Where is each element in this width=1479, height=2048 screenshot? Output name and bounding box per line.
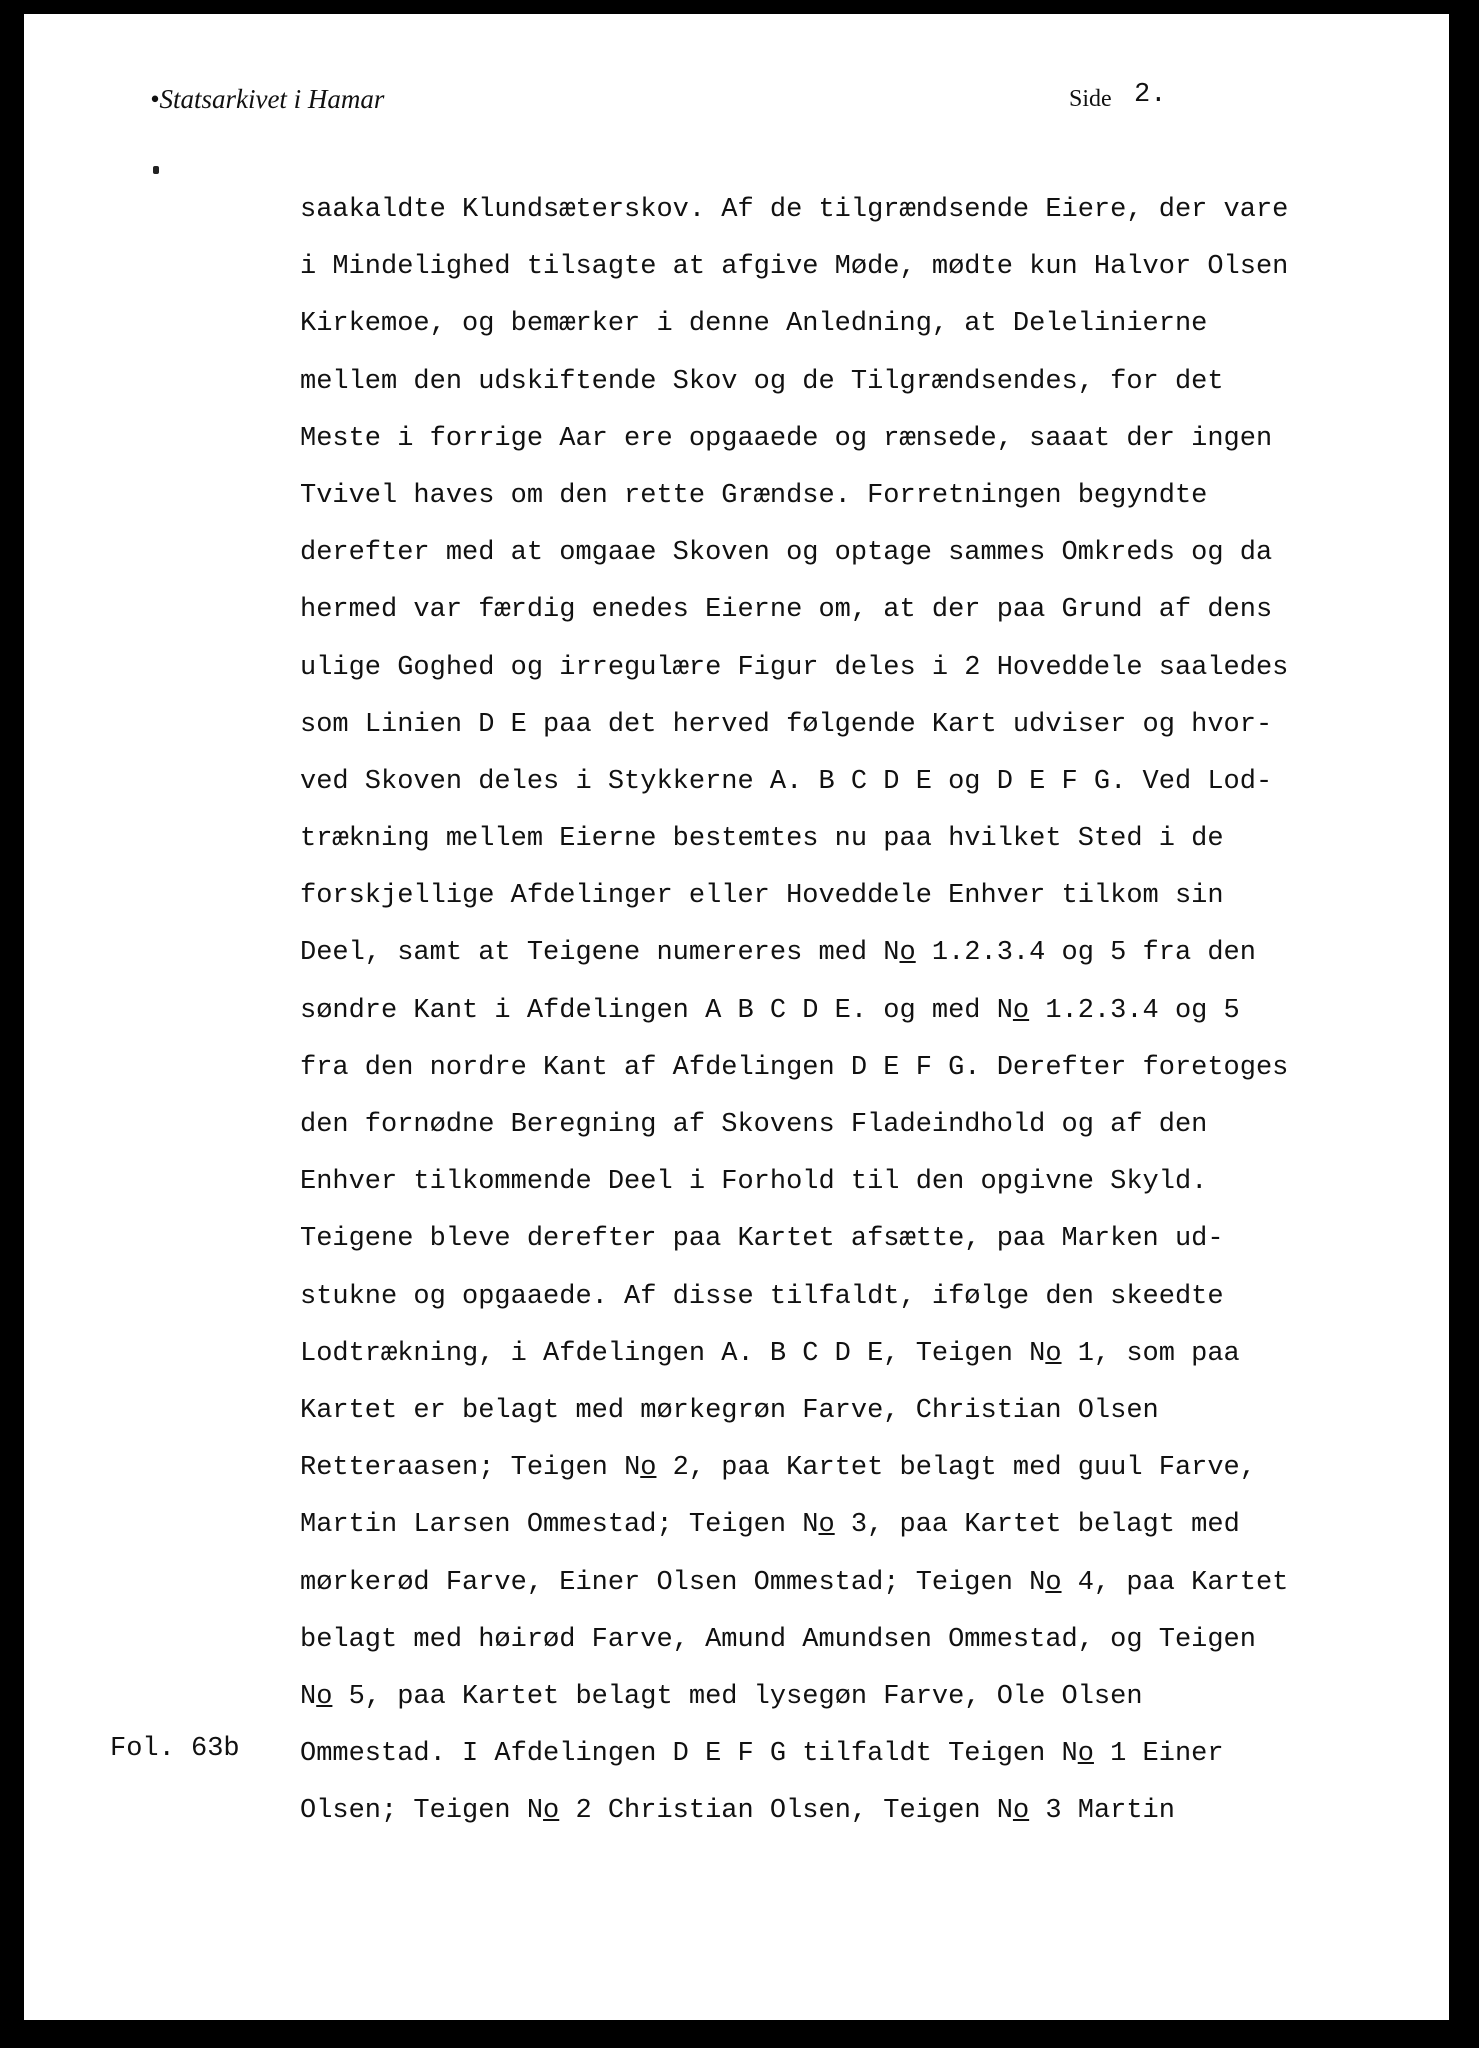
text-line: mellem den udskiftende Skov og de Tilgrændsendes, for det <box>300 366 1224 397</box>
page-number: 2. <box>1134 80 1167 110</box>
text-line: mørkerød Farve, Einer Olsen Ommestad; Teigen No 4, paa Kartet <box>300 1567 1289 1598</box>
text-line: saakaldte Klundsæterskov. Af de tilgrændsende Eiere, der vare <box>300 195 1289 225</box>
text-line: Meste i forrige Aar ere opgaaede og rænsede, saaat der ingen <box>300 423 1273 454</box>
text-line: Olsen; Teigen No 2 Christian Olsen, Teigen No 3 Martin <box>300 1796 1175 1827</box>
document-page <box>24 14 1449 2020</box>
text-line: No 5, paa Kartet belagt med lysegøn Farve, Ole Olsen <box>300 1681 1143 1712</box>
text-line: Kartet er belagt med mørkegrøn Farve, Christian Olsen <box>300 1395 1159 1426</box>
transcription-body <box>300 182 1288 1840</box>
text-line: hermed var færdig enedes Eierne om, at der paa Grund af dens <box>300 595 1273 626</box>
page-label: Side <box>1069 86 1112 112</box>
text-line: Teigene bleve derefter paa Kartet afsætte, paa Marken ud- <box>300 1224 1224 1255</box>
text-line: Ommestad. I Afdelingen D E F G tilfaldt Teigen No 1 Einer <box>300 1739 1224 1770</box>
text-line: ulige Goghed og irregulære Figur deles i 2 Hoveddele saaledes <box>300 652 1289 683</box>
text-line: trækning mellem Eierne bestemtes nu paa hvilket Sted i de <box>300 824 1224 855</box>
text-line: den fornødne Beregning af Skovens Fladeindhold og af den <box>300 1110 1208 1140</box>
text-line: Kirkemoe, og bemærker i denne Anledning, at Delelinierne <box>300 309 1208 340</box>
text-line: Retteraasen; Teigen No 2, paa Kartet belagt med guul Farve, <box>300 1453 1256 1484</box>
text-line: ved Skoven deles i Stykkerne A. B C D E og D E F G. Ved Lod- <box>300 766 1273 797</box>
text-line: stukne og opgaaede. Af disse tilfaldt, ifølge den skeedte <box>300 1281 1224 1312</box>
text-line: Martin Larsen Ommestad; Teigen No 3, paa Kartet belagt med <box>300 1510 1240 1541</box>
archive-name: •Statsarkivet i Hamar <box>150 84 385 114</box>
text-line: belagt med høirød Farve, Amund Amundsen Ommestad, og Teigen <box>300 1624 1256 1655</box>
ink-mark <box>153 166 159 174</box>
text-line: Deel, samt at Teigene numereres med No 1.2.3.4 og 5 fra den <box>300 938 1256 969</box>
text-line: Tvivel haves om den rette Grændse. Forretningen begyndte <box>300 480 1208 511</box>
folio-note: Fol. 63b <box>110 1734 240 1764</box>
text-line: fra den nordre Kant af Afdelingen D E F G. Derefter foretoges <box>300 1052 1289 1083</box>
text-line: Lodtrækning, i Afdelingen A. B C D E, Teigen No 1, som paa <box>300 1338 1240 1369</box>
text-line: i Mindelighed tilsagte at afgive Møde, mødte kun Halvor Olsen <box>300 252 1289 283</box>
text-line: som Linien D E paa det herved følgende Kart udviser og hvor- <box>300 709 1273 740</box>
text-line: derefter med at omgaae Skoven og optage sammes Omkreds og da <box>300 538 1273 569</box>
text-line: forskjellige Afdelinger eller Hoveddele Enhver tilkom sin <box>300 881 1224 912</box>
text-line: søndre Kant i Afdelingen A B C D E. og med No 1.2.3.4 og 5 <box>300 995 1240 1026</box>
text-line: Enhver tilkommende Deel i Forhold til den opgivne Skyld. <box>300 1167 1208 1198</box>
